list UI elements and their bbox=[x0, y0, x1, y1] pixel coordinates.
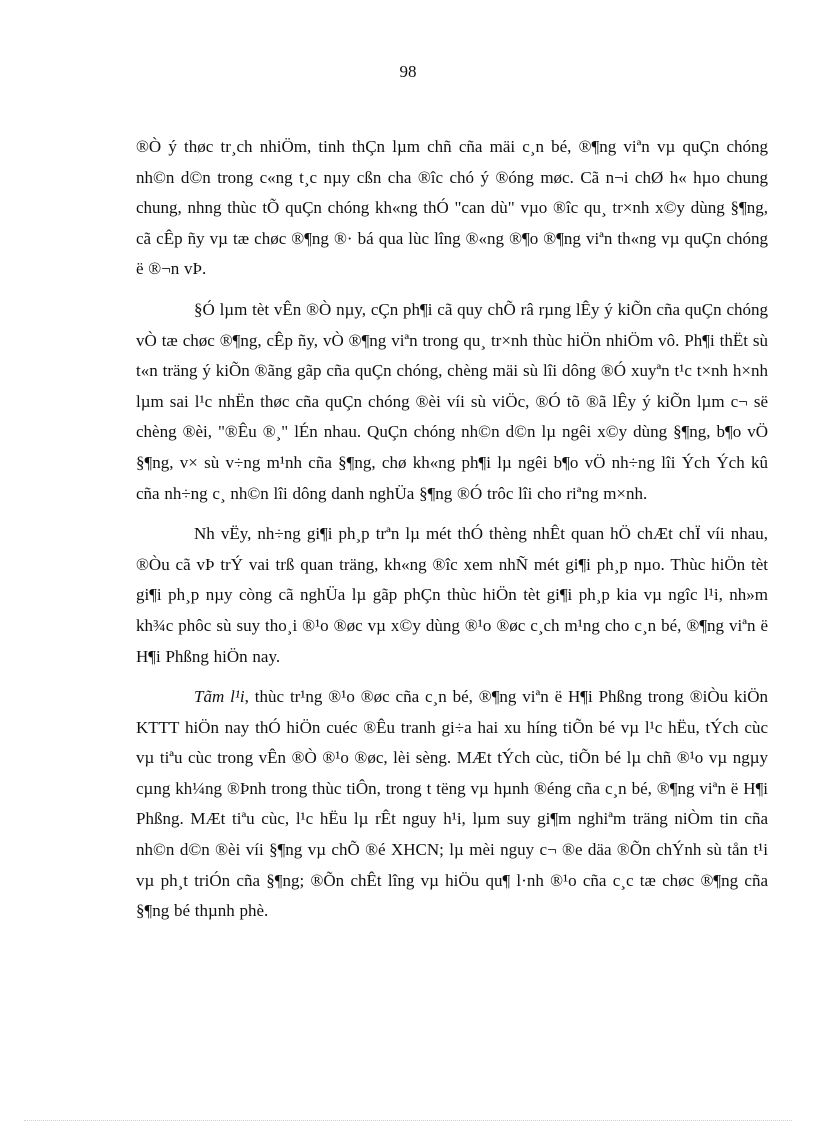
paragraph-4-text: , thùc tr¹ng ®¹o ®øc cña c¸n bé, ®¶ng viªn ë H¶i Phßng trong ®iÒu kiÖn KTTT hiÖn nay thÓ hiÖn cuéc ®Êu tranh gi÷a hai xu híng tiÕn bé vµ l¹c hËu, tÝch cùc vµ tiªu cùc trong vÊn ®Ò ®¹o ®øc, lèi sèng. MÆt tÝch cùc, tiÕn bé lµ chñ ®¹o vµ ngµy cµng kh¼ng ®Þnh trong thùc tiÔn, trong t tëng vµ hµnh ®éng cña c¸n bé, ®¶ng viªn ë H¶i Phßng. MÆt tiªu cùc, l¹c hËu lµ rÊt nguy h¹i, lµm suy gi¶m nghiªm träng niÒm tin cña nh©n d©n ®èi víi §¶ng vµ chÕ ®é XHCN; lµ mèi nguy c¬ ®e däa ®Õn chÝnh sù tån t¹i vµ ph¸t triÓn cña §¶ng; ®Õn chÊt lîng vµ hiÖu qu¶ l·nh ®¹o cña c¸c tæ chøc ®¶ng cña §¶ng bé thµnh phè. bbox=[136, 687, 768, 921]
footer-rule bbox=[24, 1120, 792, 1121]
paragraph-4 bbox=[136, 682, 768, 927]
body-text bbox=[136, 132, 768, 937]
paragraph-3: Nh vËy, nh÷ng gi¶i ph¸p trªn lµ mét thÓ thèng nhÊt quan hÖ chÆt chÏ víi nhau, ®Òu cã vÞ trÝ vai trß quan träng, kh«ng ®îc xem nhÑ mét gi¶i ph¸p nµo. Thùc hiÖn tèt gi¶i ph¸p nµy còng cã nghÜa lµ gãp phÇn thùc hiÖn tèt gi¶i ph¸p kia vµ ngîc l¹i, nh»m kh¾c phôc sù suy tho¸i ®¹o ®øc vµ x©y dùng ®¹o ®øc c¸ch m¹ng cho c¸n bé, ®¶ng viªn ë H¶i Phßng hiÖn nay. bbox=[136, 524, 768, 666]
paragraph-4-lead: Tãm l¹i bbox=[194, 687, 245, 707]
paragraph-1: ®Ò ý thøc tr¸ch nhiÖm, tinh thÇn lµm chñ cña mäi c¸n bé, ®¶ng viªn vµ quÇn chóng nh©n d©n trong c«ng t¸c nµy cßn cha ®îc chó ý ®óng møc. Cã n¬i chØ h« hµo chung chung, nhng thùc tÕ quÇn chóng kh«ng thÓ "can dù" vµo ®îc qu¸ tr×nh x©y dùng §¶ng, cã cÊp ñy vµ tæ chøc ®¶ng ®· bá qua lùc lîng ®«ng ®¶o ®¶ng viªn th«ng vµ quÇn chóng ë ®¬n vÞ. bbox=[136, 137, 768, 279]
page-number: 98 bbox=[399, 62, 417, 81]
paragraph-2: §Ó lµm tèt vÊn ®Ò nµy, cÇn ph¶i cã quy chÕ râ rµng lÊy ý kiÕn cña quÇn chóng vÒ tæ chøc ®¶ng, cÊp ñy, vÒ ®¶ng viªn trong qu¸ tr×nh thùc hiÖn nhiÖm vô. Ph¶i thËt sù t«n träng ý kiÕn ®ãng gãp cña quÇn chóng, chèng mäi sù lîi dông ®Ó xuyªn t¹c t×nh h×nh lµm sai l¹c nhËn thøc cña quÇn chóng ®èi víi sù viÖc, ®Ó tõ ®ã lÊy ý kiÕn lµm c¬ së chèng ®èi, "®Êu ®¸" lÉn nhau. QuÇn chóng nh©n d©n lµ ngêi x©y dùng §¶ng, b¶o vÖ §¶ng, v× sù v÷ng m¹nh cña §¶ng, chø kh«ng ph¶i lµ ngêi b¶o vÖ nh÷ng lîi Ých Ých kû cña nh÷ng c¸ nh©n lîi dông danh nghÜa §¶ng ®Ó trôc lîi cho riªng m×nh. bbox=[136, 299, 768, 503]
